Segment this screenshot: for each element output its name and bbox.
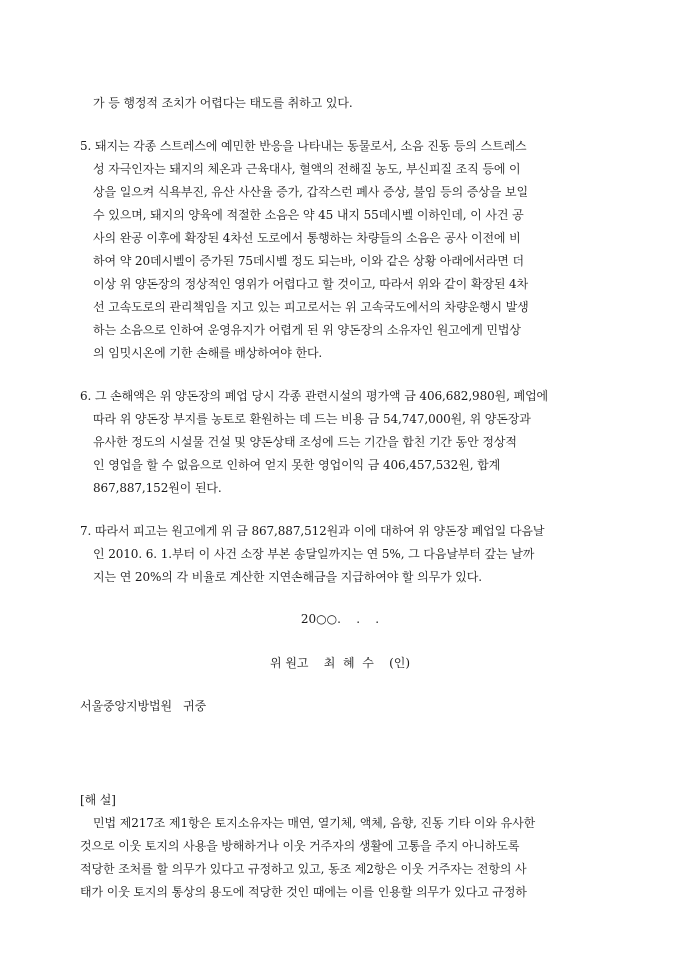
- paragraph-7-line: 지는 연 20%의 각 비율로 계산한 지연손해금을 지급하여야 할 의무가 있다.: [93, 570, 483, 584]
- paragraph-5-line: 사의 완공 이후에 확장된 4차선 도로에서 통행하는 차량들의 소음은 공사 이전에 비: [93, 231, 521, 245]
- paragraph-5-line: 의 임밋시온에 기한 손해를 배상하여야 한다.: [93, 346, 323, 360]
- paragraph-6-line: 따라 위 양돈장 부지를 농토로 환원하는 데 드는 비용 금 54,747,000원, 위 양돈장과: [93, 412, 531, 426]
- paragraph-5-line: 하여 약 20데시벨이 증가된 75데시벨 정도 되는바, 이와 같은 상황 아래에서라면 더: [93, 254, 524, 268]
- paragraph-5-line: 상을 일으켜 식욕부진, 유산 사산율 증가, 갑작스런 폐사 증상, 불임 등의 증상을 보일: [93, 185, 528, 199]
- paragraph-7-line: 7. 따라서 피고는 원고에게 위 금 867,887,512원과 이에 대하여 위 양돈장 폐업일 다음날: [80, 524, 545, 538]
- commentary-line: 태가 이웃 토지의 통상의 용도에 적당한 것인 때에는 이를 인용할 의무가 있다고 규정하: [80, 885, 527, 899]
- paragraph-5-line: 이상 위 양돈장의 정상적인 영위가 어렵다고 할 것이고, 따라서 위와 같이 확장된 4차: [93, 277, 529, 291]
- paragraph-5-line: 선 고속도로의 관리책임을 지고 있는 피고로서는 위 고속국도에서의 차량운행시 발생: [93, 300, 529, 314]
- paragraph-5-line: 하는 소음으로 인하여 운영유지가 어렵게 된 위 양돈장의 소유자인 원고에게 민법상: [93, 323, 521, 337]
- date-line: 20○○. . .: [300, 612, 380, 626]
- paragraph-6-line: 인 영업을 할 수 없음으로 인하여 얻지 못한 영업이익 금 406,457,532원, 합계: [93, 458, 501, 472]
- paragraph-6-line: 6. 그 손해액은 위 양돈장의 폐업 당시 각종 관련시설의 평가액 금 406,682,980원, 폐업에: [80, 389, 549, 403]
- commentary-line: 민법 제217조 제1항은 토지소유자는 매연, 열기체, 액체, 음향, 진동 기타 이와 유사한: [93, 816, 536, 830]
- paragraph-7-line: 인 2010. 6. 1.부터 이 사건 소장 부본 송달일까지는 연 5%, 그 다음날부터 갚는 날까: [93, 547, 535, 561]
- commentary-line: 것으로 이웃 토지의 사용을 방해하거나 이웃 거주자의 생활에 고통을 주지 아니하도록: [80, 839, 520, 853]
- commentary-heading: [해 설]: [80, 793, 116, 807]
- court-addressee: 서울중앙지방법원 귀중: [80, 699, 207, 713]
- intro-line: 가 등 행정적 조치가 어렵다는 태도를 취하고 있다.: [93, 96, 353, 110]
- paragraph-5-line: 수 있으며, 돼지의 양육에 적절한 소음은 약 45 내지 55데시벨 이하인데, 이 사건 공: [93, 208, 524, 222]
- paragraph-5-line: 성 자극인자는 돼지의 체온과 근육대사, 혈액의 전해질 농도, 부신피질 조직 등에 이: [93, 162, 521, 176]
- paragraph-6-line: 유사한 정도의 시설물 건설 및 양돈상태 조성에 드는 기간을 합친 기간 동안 정상적: [93, 435, 517, 449]
- signature-line: 위 원고 최 혜 수 (인): [269, 656, 411, 670]
- paragraph-6-line: 867,887,152원이 된다.: [93, 481, 222, 495]
- paragraph-5-line: 5. 돼지는 각종 스트레스에 예민한 반응을 나타내는 동물로서, 소음 진동 등의 스트레스: [80, 139, 527, 153]
- commentary-line: 적당한 조처를 할 의무가 있다고 규정하고 있고, 동조 제2항은 이웃 거주자는 전항의 사: [80, 862, 527, 876]
